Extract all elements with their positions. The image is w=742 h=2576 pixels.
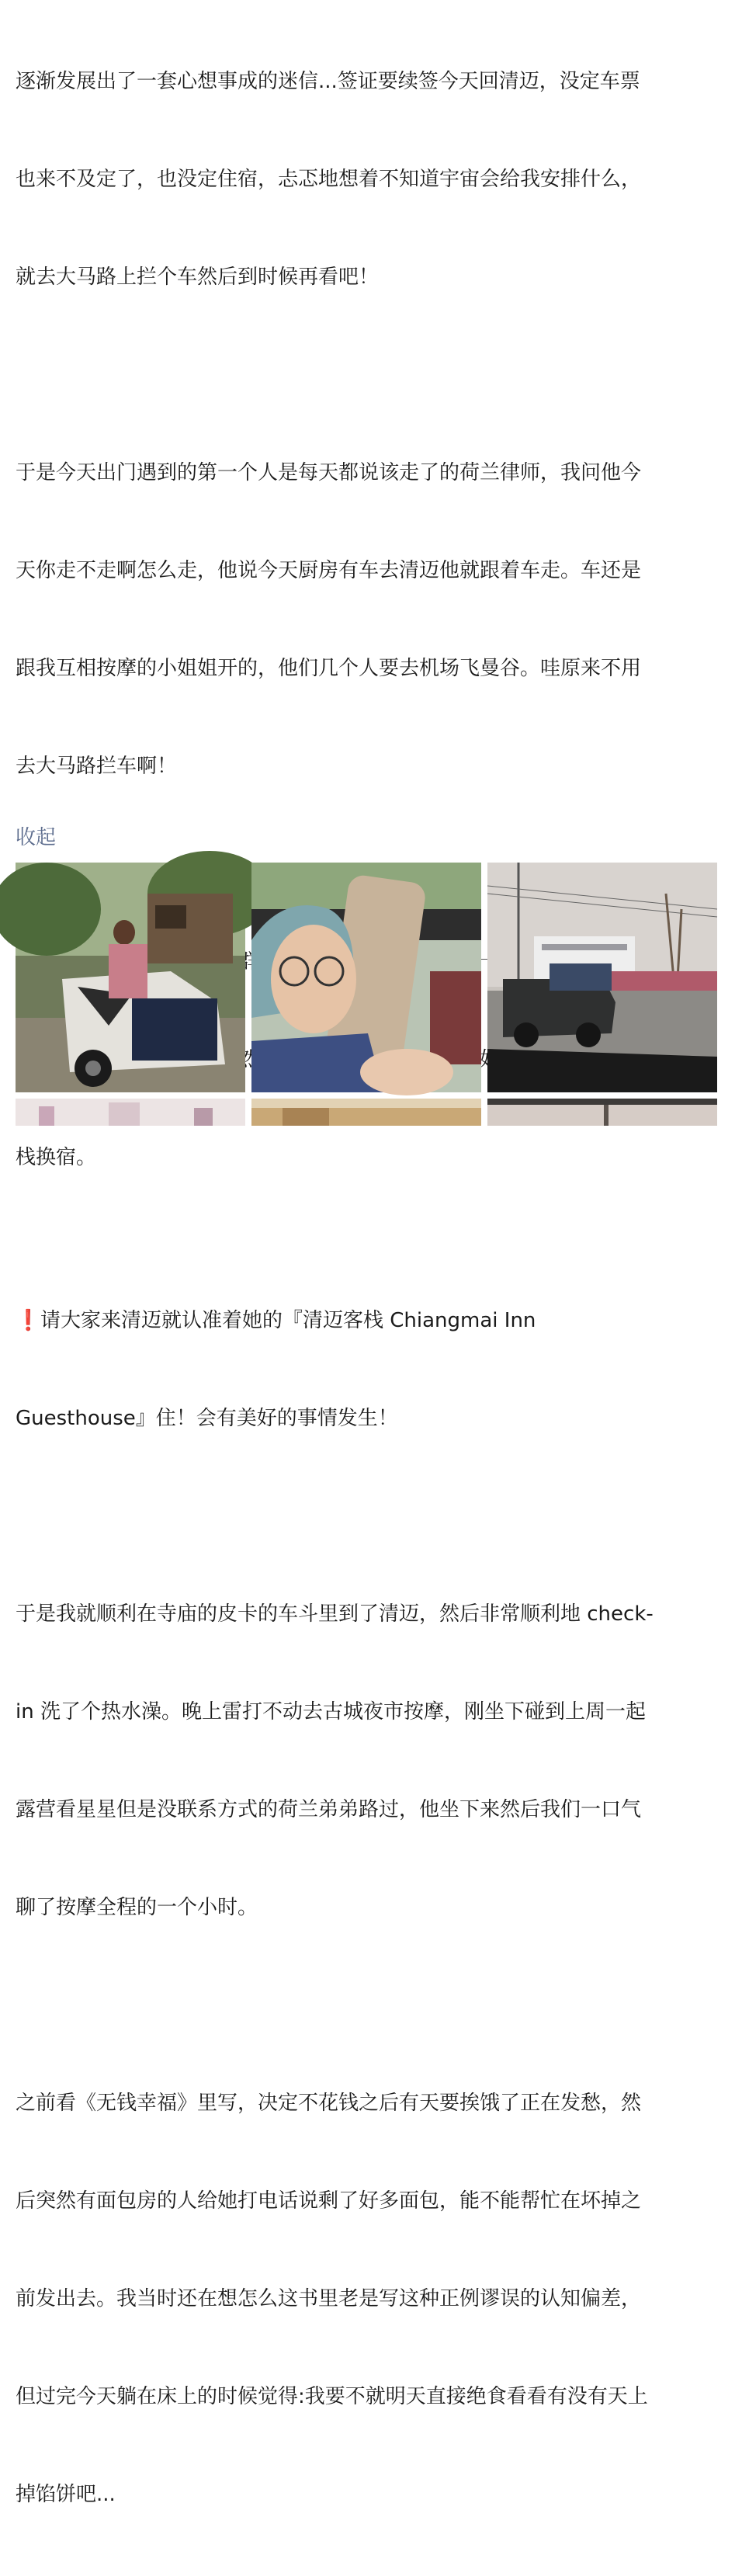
text-line: 就去大马路上拦个车然后到时候再看吧！	[16, 266, 380, 289]
text-line: 但过完今天躺在床上的时候觉得:我要不就明天直接绝食看看有没有天上	[16, 2385, 648, 2408]
post-paragraph-1	[16, 0, 714, 359]
text-line: 去大马路拦车啊！	[16, 755, 178, 778]
text-line: Guesthouse』住！会有美好的事情发生！	[16, 1407, 398, 1430]
text-line: 跟我互相按摩的小姐姐开的，他们几个人要去机场飞曼谷。哇原来不用	[16, 657, 642, 680]
photo-room-2-image	[251, 1099, 481, 1126]
text-line	[16, 1304, 714, 1337]
text-line: in 洗了个热水澡。晚上雷打不动去古城夜市按摩，刚坐下碰到上周一起	[16, 1700, 646, 1724]
text-line: 后突然有面包房的人给她打电话说剩了好多面包，能不能帮忙在坏掉之	[16, 2189, 642, 2213]
photo-selfie-in-truck[interactable]	[251, 863, 481, 1092]
text-line: 露营看星星但是没联系方式的荷兰弟弟路过，他坐下来然后我们一口气	[16, 1798, 642, 1821]
post-paragraph-5	[16, 1533, 714, 1989]
post-paragraph-recommendation	[16, 1239, 714, 1500]
photo-road-pickup-truck-image	[487, 863, 717, 1092]
photo-pickup-truck-loading[interactable]	[16, 863, 245, 1092]
photo-room-1-image	[16, 1099, 245, 1126]
photo-road-pickup-truck[interactable]	[487, 863, 717, 1092]
photo-pickup-truck-loading-image	[16, 863, 245, 1092]
text-line: 天你走不走啊怎么走，他说今天厨房有车去清迈他就跟着车走。车还是	[16, 559, 642, 582]
text-line: 掉馅饼吧...	[16, 2483, 116, 2506]
text-line: 栈换宿。	[16, 1146, 97, 1169]
text-line: 聊了按摩全程的一个小时。	[16, 1896, 258, 1919]
text-line: 于是今天出门遇到的第一个人是每天都说该走了的荷兰律师，我问他今	[16, 461, 642, 484]
text-line: 之前看《无钱幸福》里写，决定不花钱之后有天要挨饿了正在发愁，然	[16, 2092, 642, 2115]
photo-room-2[interactable]	[251, 1099, 481, 1126]
text-line: 也来不及定了，也没定住宿，忐忑地想着不知道宇宙会给我安排什么，	[16, 168, 642, 191]
photo-room-1[interactable]	[16, 1099, 245, 1126]
post-paragraph-2	[16, 391, 714, 848]
photo-selfie-in-truck-image	[251, 863, 481, 1092]
photo-room-3[interactable]	[487, 1099, 717, 1126]
exclamation-icon: ❗	[16, 1309, 41, 1332]
post-body	[16, 0, 714, 2576]
recommendation-text: 请大家来清迈就认准着她的『清迈客栈 Chiangmai Inn	[40, 1309, 536, 1332]
text-line: 逐渐发展出了一套心想事成的迷信...签证要续签今天回清迈，没定车票	[16, 70, 640, 93]
text-line: 于是我就顺利在寺庙的皮卡的车斗里到了清迈，然后非常顺利地 check-	[16, 1602, 654, 1626]
photo-room-3-image	[487, 1099, 717, 1126]
text-line: 前发出去。我当时还在想怎么这书里老是写这种正例谬误的认知偏差，	[16, 2287, 642, 2310]
collapse-link[interactable]: 收起	[16, 826, 57, 849]
post-paragraph-6	[16, 2022, 714, 2576]
